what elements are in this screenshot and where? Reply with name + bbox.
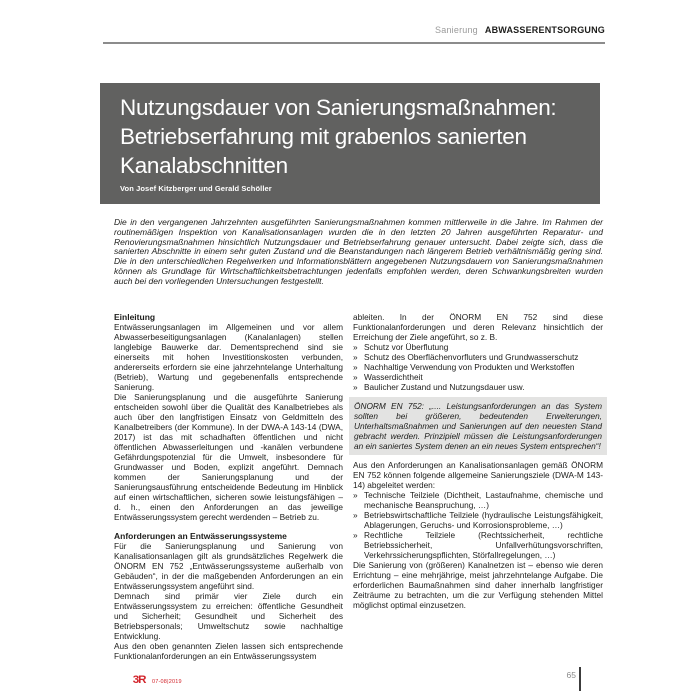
paragraph-sanierungsziele: Aus den Anforderungen an Kanalisationsanlagen gemäß ÖNORM EN 752 können folgende allgemeine Sanierungsziele (DWA-M 143-14) abgeleitet werden: bbox=[353, 460, 603, 490]
header-category-label: ABWASSERENTSORGUNG bbox=[484, 25, 605, 35]
paragraph-intro-1: Entwässerungsanlagen im Allgemeinen und vor allem Abwasserbeseitigungsanlagen (Kanalanlagen) stellen langlebige Bauwerke dar. Dementsprechend sind sie einerseits mit hohen Investitionskosten verbunden, andererseits erfordern sie eine jahrzehntelange Unterhaltung (Betrieb), Wartung und gegebenenfalls entsprechende Sanierung. bbox=[114, 322, 343, 392]
journal-logo: 3R bbox=[132, 674, 146, 686]
article-body bbox=[114, 312, 603, 661]
heading-einleitung: Einleitung bbox=[114, 312, 156, 322]
page-number-divider bbox=[579, 667, 581, 691]
bullet-item: » Schutz des Oberflächenvorfluters und Grundwasserschutz bbox=[353, 352, 603, 362]
column-left bbox=[114, 312, 343, 661]
header-divider bbox=[103, 42, 605, 44]
bullet-list-teilziele bbox=[353, 490, 603, 560]
paragraph-anforderungen-3: Aus den oben genannten Zielen lassen sich entsprechende Funktionalanforderungen an ein Entwässerungssystem bbox=[114, 641, 343, 661]
paragraph-funktional: ableiten. In der ÖNORM EN 752 sind diese Funktionalanforderungen und deren Relevanz hinsichtlich der Erreichung der Ziele angeführt, so z. B. bbox=[353, 312, 603, 342]
page-header bbox=[435, 25, 605, 35]
bullet-item: » Nachhaltige Verwendung von Produkten und Werkstoffen bbox=[353, 362, 603, 372]
heading-anforderungen: Anforderungen an Entwässerungssysteme bbox=[114, 531, 287, 541]
norm-quote-box: ÖNORM EN 752: „.... Leistungsanforderungen an das System sollten bei größeren, bedeutenden Erweiterungen, Unterhaltsmaßnahmen und Sanierungen auf den neuesten Stand gebracht werden. Prinzipiell müssen die Leistungsanforderungen an ein saniertes System denen an ein neues System entsprechen“! bbox=[349, 397, 607, 455]
column-right bbox=[353, 312, 603, 661]
article-title: Nutzungsdauer von Sanierungsmaßnahmen: Betriebserfahrung mit grabenlos sanierten Kanalabschnitten bbox=[120, 95, 557, 178]
issue-label: 07-08|2019 bbox=[152, 679, 182, 685]
bullet-item: » Wasserdichtheit bbox=[353, 372, 603, 382]
paragraph-sanierung-kanalnetze: Die Sanierung von (größeren) Kanalnetzen ist – ebenso wie deren Errichtung – eine mehrjährige, meist jahrzehntelange Aufgabe. Die erforderlichen Baumaßnahmen sind daher innerhalb langfristiger Zeiträume zu betrachten, um die zur Verfügung stehenden Mittel möglichst optimal einzusetzen. bbox=[353, 560, 603, 610]
bullet-item: » Technische Teilziele (Dichtheit, Lastaufnahme, chemische und mechanische Beanspruchung, …) bbox=[353, 490, 603, 510]
paragraph-anforderungen-1: Für die Sanierungsplanung und Sanierung von Kanalisationsanlagen gilt als grundsätzliches Regelwerk die ÖNORM EN 752 „Entwässerungssysteme außerhalb von Gebäuden“, in der die maßgebenden Anforderungen an ein Entwässerungssystem angeführt sind. bbox=[114, 541, 343, 591]
article-byline: Von Josef Kitzberger und Gerald Schöller bbox=[120, 184, 272, 193]
header-section-label: Sanierung bbox=[435, 25, 478, 35]
paragraph-anforderungen-2: Demnach sind primär vier Ziele durch ein Entwässerungssystem zu erreichen: öffentliche Gesundheit und Sicherheit; Gesundheit und Sicherheit des Betriebspersonals; Umweltschutz sowie nachhaltige Entwicklung. bbox=[114, 591, 343, 641]
bullet-item: » Schutz vor Überflutung bbox=[353, 342, 603, 352]
title-box bbox=[100, 83, 600, 204]
bullet-item: » Betriebswirtschaftliche Teilziele (hydraulische Leistungsfähigkeit, Ablagerungen, Geruchs- und Korrosionsprobleme, …) bbox=[353, 510, 603, 530]
article-abstract: Die in den vergangenen Jahrzehnten ausgeführten Sanierungsmaßnahmen kommen mittlerweile in die Jahre. Im Rahmen der routinemäßigen Inspektion von Kanalisationsanlagen wurden die in den letzten 20 Jahren ausgeführten Reparatur- und Renovierungsmaßnahmen hinsichtlich Nutzungsdauer und Betriebserfahrung genauer untersucht. Dabei zeigte sich, dass die sanierten Abschnitte in einem sehr guten Zustand und die Beanstandungen nach längerem Betrieb verhältnismäßig gering sind. Die in den unterschiedlichen Regelwerken und Informationsblättern angegebenen Nutzungsdauern von Sanierungsmaßnahmen können als Grundlage für Wirtschaftlichkeitsbetrachtungen jedenfalls empfohlen werden, deren Schwankungsbreiten wurden auch bei den vorliegenden Untersuchungen festgestellt. bbox=[114, 217, 603, 286]
page-number: 65 bbox=[566, 670, 576, 680]
paragraph-intro-2: Die Sanierungsplanung und die ausgeführte Sanierung entscheiden sowohl über die Qualität des Kanalbetriebes als auch über den langfristigen Einsatz von Geldmitteln des Kanalbetreibers (der Kommune). In der DWA-A 143-14 (DWA, 2017) ist das mit schadhaften öffentlichen und nicht öffentlichen Abwasserleitungen und -kanälen verbundene Gefährdungspotenzial für die Umwelt, insbesondere für Grundwasser und Boden, explizit angeführt. Demnach kommen der Sanierungsplanung und der Sanierungsausführung entscheidende Bedeutung im Hinblick auf einen wirtschaftlichen, sicheren sowie leistungsfähigen – d. h., einen den Anforderungen an das jeweilige Entwässerungssystem gerecht werdenden – Betrieb zu. bbox=[114, 392, 343, 522]
bullet-list-funktionalanforderungen bbox=[353, 342, 603, 392]
bullet-item: » Baulicher Zustand und Nutzungsdauer usw. bbox=[353, 382, 603, 392]
bullet-item: » Rechtliche Teilziele (Rechtssicherheit, rechtliche Betriebssicherheit, Unfallverhütungsvorschriften, Verkehrssicherungspflichten, Störfallregelungen, …) bbox=[353, 530, 603, 560]
